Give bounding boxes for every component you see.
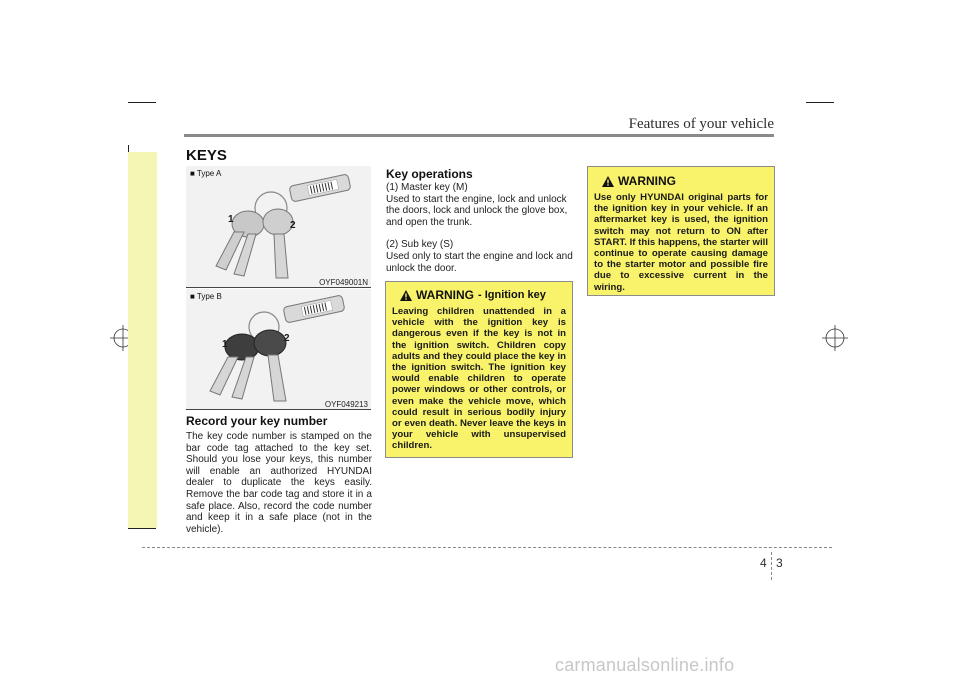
keys-illustration <box>186 166 371 288</box>
master-key-text: Used to start the engine, lock and unlock the doors, lock and unlock the glove box, and open the trunk. <box>386 193 568 228</box>
warning-triangle-icon <box>400 290 412 301</box>
registration-mark-right <box>822 325 848 351</box>
warning-heading: WARNING <box>602 174 768 188</box>
figure-type-a <box>186 166 371 288</box>
key-operations-heading: Key operations <box>386 167 473 181</box>
figure-code: OYF049001N <box>319 278 368 287</box>
warning-text: Use only HYUNDAI original parts for the ignition key in your vehicle. If an aftermarket key is used, the ignition switch may not return to ON after START. If this happens, the starter will continue to operate causing damage to the starter motor and possible fire due to excessive current in the wiring. <box>594 192 768 293</box>
figure-code: OYF049213 <box>324 400 368 409</box>
crop-mark-bottom-left <box>128 528 156 529</box>
callout-2: 2 <box>290 220 296 231</box>
crop-mark-top-left <box>128 102 156 103</box>
record-text: The key code number is stamped on the bar code tag attached to the key set. Should you lose your keys, this number will enable an authorized HYUNDAI dealer to duplicate the keys easily. Remove the bar code tag and store it in a safe place. Also, record the code number and keep it in a safe place (not in the vehicle). <box>186 431 372 535</box>
figure-caption: ■ Type B <box>190 292 222 301</box>
figure-rule <box>186 409 371 410</box>
page-number-divider <box>771 552 773 580</box>
callout-1: 1 <box>228 214 234 225</box>
section-title: KEYS <box>186 147 227 164</box>
warning-ignition-key <box>385 281 573 458</box>
warning-text: Leaving children unattended in a vehicle with the ignition key is dangerous even if the key is not in the ignition switch. Children copy adults and they could place the key in the ignition switch. The ignition key would enable children to operate power windows or other controls, or even make the vehicle move, which could result in serious bodily injury or even death. Never leave the keys in your vehicle with unsupervised children. <box>392 306 566 452</box>
header-title: Features of your vehicle <box>628 116 774 132</box>
keys-illustration <box>186 289 371 410</box>
header-rule <box>184 134 774 137</box>
crop-mark-top-right <box>806 102 834 103</box>
figure-caption: ■ Type A <box>190 169 222 178</box>
sub-key-text: Used only to start the engine and lock and unlock the door. <box>386 250 573 274</box>
master-key-title: (1) Master key (M) <box>386 182 468 193</box>
chapter-number: 4 <box>760 556 767 570</box>
figure-type-b <box>186 289 371 410</box>
callout-1: 1 <box>222 339 228 350</box>
callout-2: 2 <box>284 333 290 344</box>
sub-key-title: (2) Sub key (S) <box>386 239 454 251</box>
watermark: carmanualsonline.info <box>555 655 735 675</box>
warning-original-parts <box>587 166 775 296</box>
footer-dashed-rule <box>142 547 832 548</box>
page-number: 3 <box>776 556 783 570</box>
warning-triangle-icon <box>602 176 614 187</box>
margin-color-strip <box>128 152 157 528</box>
record-heading: Record your key number <box>186 414 328 428</box>
figure-rule <box>186 287 371 288</box>
key-operations-column <box>386 182 573 274</box>
warning-heading: WARNING - Ignition key <box>400 288 566 302</box>
